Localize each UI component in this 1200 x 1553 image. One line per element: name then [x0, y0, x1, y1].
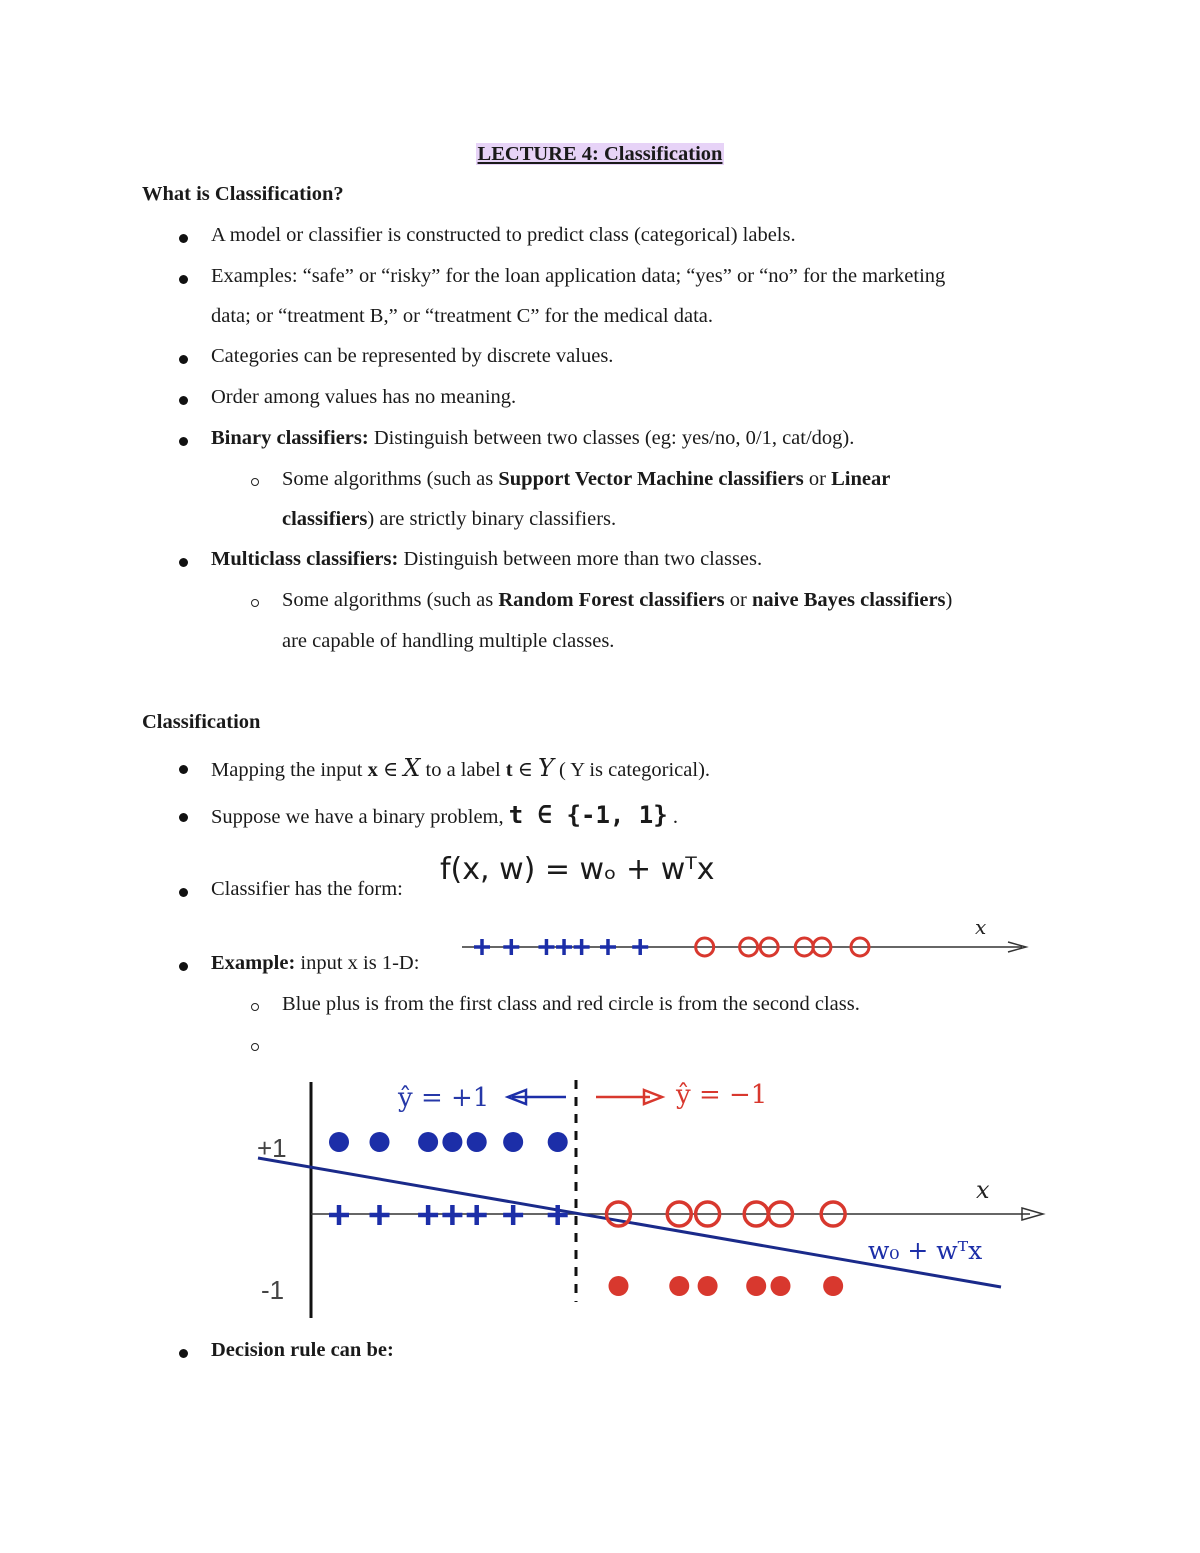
blue-dot	[418, 1132, 438, 1152]
blue-dot	[442, 1132, 462, 1152]
section-heading-classification: Classification	[142, 711, 261, 733]
plus-mark	[418, 1205, 438, 1225]
list-item-continuation: data; or “treatment B,” or “treatment C” for the medical data.	[211, 305, 714, 327]
bullet-dot	[179, 1349, 188, 1358]
red-dot	[698, 1276, 718, 1296]
section-heading-what-is: What is Classification?	[142, 183, 344, 205]
list-item-binary-problem: Suppose we have a binary problem, t ∈ {-1, 1} .	[211, 801, 678, 829]
label-y-hat-minus: ŷ = −1	[676, 1080, 768, 1110]
red-dot	[609, 1276, 629, 1296]
plus-mark	[370, 1205, 390, 1225]
list-item: A model or classifier is constructed to predict class (categorical) labels.	[211, 224, 796, 246]
label-minus-one: -1	[261, 1275, 285, 1305]
sub-list-item: Blue plus is from the first class and red circle is from the second class.	[282, 993, 860, 1015]
blue-dot	[548, 1132, 568, 1152]
sub-list-item-continuation: classifiers) are strictly binary classifiers.	[282, 508, 617, 530]
regression-line	[258, 1158, 1001, 1287]
sub-list-item: Some algorithms (such as Random Forest classifiers or naive Bayes classifiers)	[282, 589, 953, 611]
plus-mark	[503, 1205, 523, 1225]
red-dot	[669, 1276, 689, 1296]
list-item: Examples: “safe” or “risky” for the loan application data; “yes” or “no” for the marketing	[211, 265, 946, 287]
classifier-formula: f(x, w) = wₒ + wᵀx	[440, 852, 715, 887]
label-y-hat-plus: ŷ = +1	[398, 1083, 490, 1113]
list-item-multiclass: Multiclass classifiers: Distinguish between more than two classes.	[211, 548, 763, 570]
plus-mark	[329, 1205, 349, 1225]
list-item: Order among values has no meaning.	[211, 386, 517, 408]
line-label: w₀ + wᵀx	[868, 1236, 983, 1265]
red-dot	[746, 1276, 766, 1296]
list-item-binary: Binary classifiers: Distinguish between two classes (eg: yes/no, 0/1, cat/dog).	[211, 427, 855, 449]
sub-list-item-continuation: are capable of handling multiple classes.	[282, 630, 615, 652]
sub-list-item: Some algorithms (such as Support Vector Machine classifiers or Linear	[282, 468, 891, 490]
list-item-mapping: Mapping the input x ∈ X to a label t ∈ Y ( Y is categorical).	[211, 754, 711, 782]
x-axis-label: x	[975, 915, 987, 939]
blue-dot	[467, 1132, 487, 1152]
plus-mark	[442, 1205, 462, 1225]
list-item-form: Classifier has the form:	[211, 878, 403, 900]
blue-dot	[503, 1132, 523, 1152]
blue-dot	[370, 1132, 390, 1152]
plus-mark	[467, 1205, 487, 1225]
red-dot	[823, 1276, 843, 1296]
blue-dot	[329, 1132, 349, 1152]
x-axis-label: x	[976, 1176, 990, 1204]
page-title: LECTURE 4: Classification	[477, 143, 723, 165]
list-item-decision-rule: Decision rule can be:	[211, 1339, 394, 1361]
red-dot	[771, 1276, 791, 1296]
list-item: Categories can be represented by discrete values.	[211, 345, 614, 367]
label-plus-one: +1	[257, 1133, 287, 1163]
list-item-example: Example: input x is 1-D:	[211, 952, 420, 974]
